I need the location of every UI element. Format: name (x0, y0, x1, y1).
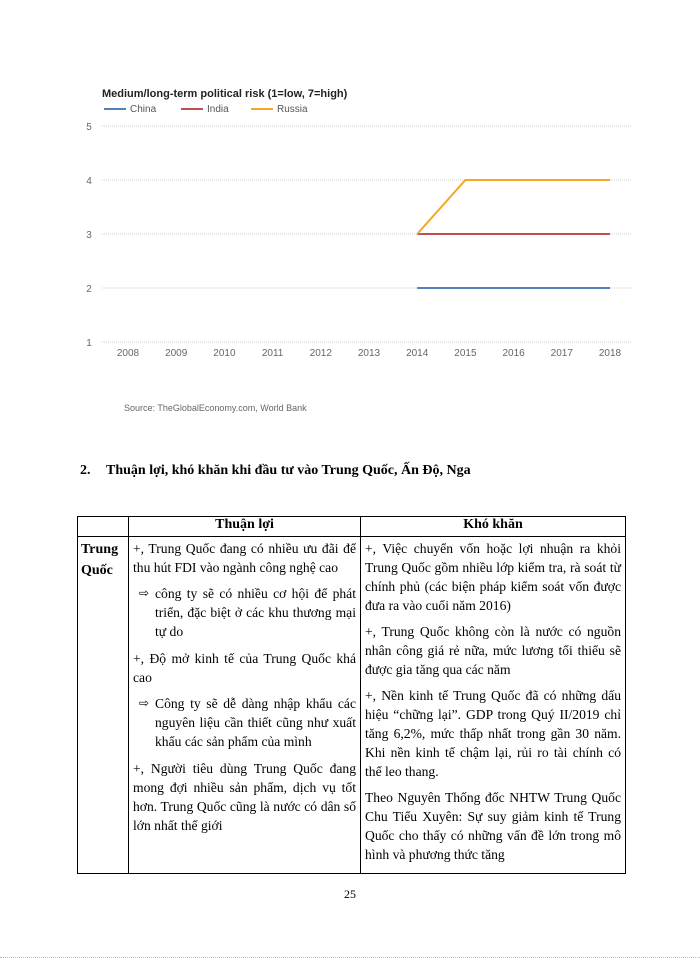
row-label-china: Trung Quốc (78, 537, 129, 874)
y-tick-label: 3 (86, 230, 92, 241)
difficulty-item: +, Việc chuyển vốn hoặc lợi nhuận ra khỏi Trung Quốc gồm nhiều lớp kiểm tra, rà soát từ chính phủ (các biện pháp kiểm soát vốn được đưa ra vào cuối năm 2016) (365, 541, 621, 613)
section-title: Thuận lợi, khó khăn khi đầu tư vào Trung Quốc, Ấn Độ, Nga (106, 463, 471, 478)
table-row (78, 537, 626, 874)
series-line-russia (417, 180, 610, 234)
chart-series (417, 180, 610, 288)
x-tick-label: 2009 (165, 348, 188, 359)
difficulty-item: Theo Nguyên Thống đốc NHTW Trung Quốc Chu Tiểu Xuyên: Sự suy giảm kinh tế Trung Quốc cho thấy có những vấn đề lớn trong mô hình và phương thức tăng (365, 790, 621, 862)
x-tick-label: 2014 (406, 348, 429, 359)
chart-legend (104, 104, 308, 115)
x-tick-label: 2016 (502, 348, 525, 359)
arrow-right-icon: ⇨ (139, 586, 150, 600)
legend-label-china: China (130, 104, 157, 115)
comparison-table (77, 516, 626, 874)
page-bottom-divider (0, 957, 700, 958)
chart-y-axis (86, 122, 92, 349)
y-tick-label: 1 (86, 338, 92, 349)
y-tick-label: 5 (86, 122, 92, 133)
x-tick-label: 2015 (454, 348, 477, 359)
difficulty-item: +, Nền kinh tế Trung Quốc đã có những dấu hiệu “chững lại”. GDP trong Quý II/2019 chỉ tăng 6,2%, mức thấp nhất trong gần 30 năm. Khi nền kinh tế chậm lại, rủi ro tài chính có thể leo thang. (365, 688, 621, 779)
difficulty-item: +, Trung Quốc không còn là nước có nguồn nhân công giá rẻ nữa, mức lương tối thiểu sẽ được gia tăng qua các năm (365, 624, 621, 677)
section-heading (80, 463, 471, 479)
chart-title: Medium/long-term political risk (1=low, 7=high) (102, 88, 348, 100)
legend-label-india: India (207, 104, 229, 115)
advantage-item: +, Độ mở kinh tế của Trung Quốc khá cao (133, 651, 356, 685)
x-tick-label: 2010 (213, 348, 236, 359)
advantage-consequence: ⇨ Công ty sẽ dễ dàng nhập khẩu các nguyên liệu cần thiết cũng như xuất khẩu các sản phẩm của mình (139, 696, 356, 749)
x-tick-label: 2018 (598, 348, 622, 359)
arrow-right-icon: ⇨ (139, 696, 150, 710)
difficulties-cell (361, 537, 626, 874)
advantage-item: +, Người tiêu dùng Trung Quốc đang mong đợi nhiều sản phẩm, dịch vụ tốt hơn. Trung Quốc cũng là nước có dân số lớn nhất thế giới (133, 761, 356, 833)
x-tick-label: 2008 (116, 348, 140, 359)
political-risk-chart (0, 0, 700, 430)
y-tick-label: 4 (86, 176, 92, 187)
advantages-cell (129, 537, 361, 874)
section-number: 2. (80, 463, 91, 478)
legend-label-russia: Russia (277, 104, 308, 115)
chart-source: Source: TheGlobalEconomy.com, World Bank (124, 403, 307, 413)
x-tick-label: 2017 (550, 348, 573, 359)
header-empty-cell (78, 517, 129, 537)
header-advantages: Thuận lợi (129, 517, 361, 537)
page-number: 25 (344, 887, 356, 901)
advantage-item: +, Trung Quốc đang có nhiều ưu đãi để thu hút FDI vào ngành công nghệ cao (133, 541, 356, 575)
header-difficulties: Khó khăn (361, 517, 626, 537)
x-tick-label: 2012 (309, 348, 332, 359)
advantage-consequence: ⇨ công ty sẽ có nhiều cơ hội để phát triển, đặc biệt ở các khu thương mại tự do (139, 586, 356, 639)
y-tick-label: 2 (86, 284, 92, 295)
x-tick-label: 2011 (261, 348, 284, 359)
table-header-row (78, 517, 626, 537)
chart-x-axis (117, 348, 622, 359)
x-tick-label: 2013 (357, 348, 381, 359)
